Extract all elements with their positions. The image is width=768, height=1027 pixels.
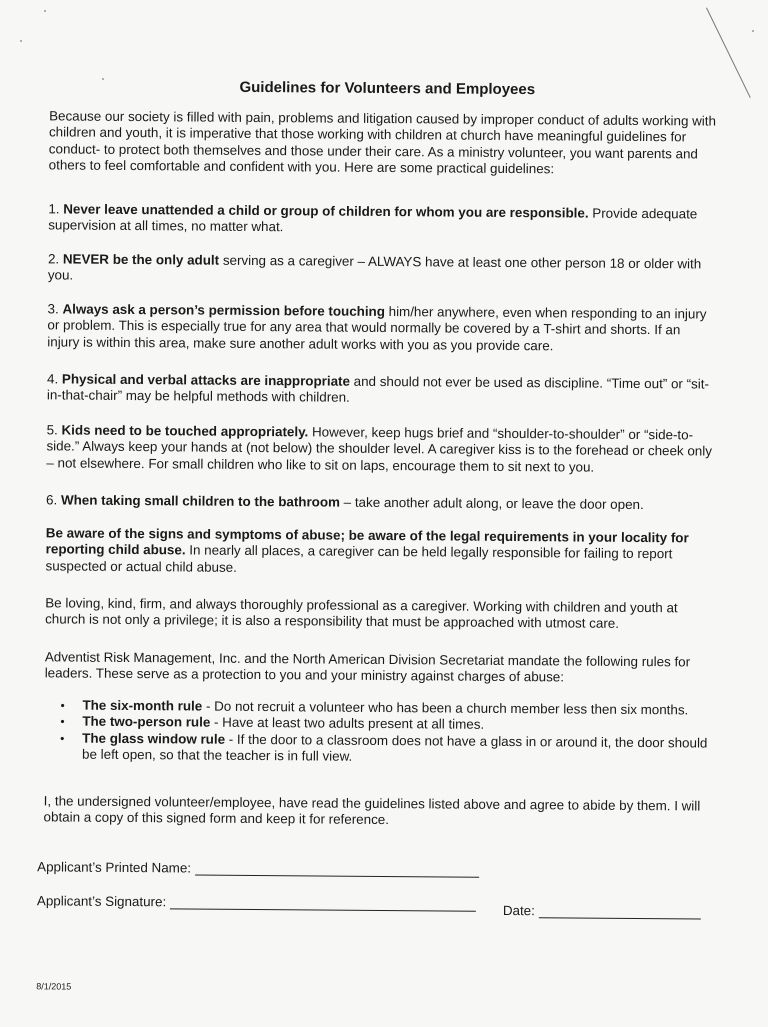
signature-row: [37, 893, 476, 911]
rule-number: 5.: [46, 422, 58, 438]
rule-text: serving as a caregiver – ALWAYS have at least one other person 18 or older with you.: [47, 252, 702, 283]
bullet-heading: The six-month rule: [82, 697, 203, 714]
date-label: Date:: [502, 902, 535, 919]
rule-3: [47, 301, 715, 355]
bullet-text: - Do not recruit a volunteer who has been a church member less then six months.: [202, 698, 689, 718]
bullet-icon: •: [60, 698, 65, 713]
scan-speck: [20, 40, 22, 42]
bullet-heading: The glass window rule: [82, 730, 226, 747]
intro-paragraph: Because our society is filled with pain, problems and litigation caused by improper conduct of adults working with children and youth, it is imperative that those working with children at church have meaningful guidelines for conduct- to protect both themselves and those under their care. As a ministry volunteer, you want parents and others to feel comfortable and confident with you. Here are some practical guidelines:: [48, 108, 717, 177]
signature-line[interactable]: [170, 894, 476, 911]
bullet-icon: •: [60, 714, 65, 729]
agreement-paragraph: I, the undersigned volunteer/employee, have read the guidelines listed above and agree to abide by them. I will obtain a copy of this signed form and keep it for reference.: [43, 793, 701, 828]
rule-5: [46, 422, 714, 476]
rule-heading: Kids need to be touched appropriately.: [61, 422, 309, 440]
rule-6: [46, 492, 714, 514]
abuse-heading: Be aware of the signs and symptoms of abuse; be aware of the legal requirements in your locality for reporting child abuse.: [45, 525, 689, 558]
mandate-paragraph: Adventist Risk Management, Inc. and the North American Division Secretariat mandate the following rules for leaders. These serve as a protection to you and your ministry against charges of abuse:: [44, 649, 691, 685]
printed-name-label: Applicant’s Printed Name:: [37, 859, 192, 876]
date-row: [503, 903, 701, 920]
rule-heading: When taking small children to the bathroom: [60, 492, 341, 510]
abuse-paragraph: [45, 525, 713, 579]
rule-1: [48, 201, 716, 239]
printed-name-row: [37, 859, 479, 877]
abuse-text: In nearly all places, a caregiver can be held legally responsible for failing to report suspected or actual child abuse.: [45, 542, 673, 575]
rule-text: Provide adequate supervision at all times, no matter what.: [48, 205, 698, 235]
scan-speck: [102, 78, 104, 80]
date-line[interactable]: [539, 903, 701, 919]
bullet-icon: •: [60, 731, 65, 746]
printed-name-line[interactable]: [195, 861, 479, 878]
rule-text: him/her anywhere, even when responding to an injury or problem. This is especially true for any area that would normally be covered by a T-shirt and shorts. If an injury is within this area, make sure another adult works with you as you provide care.: [47, 304, 707, 354]
rule-heading: Physical and verbal attacks are inappropriate: [61, 371, 351, 389]
bullet-text: - If the door to a classroom does not have a glass in or around it, the door should be left open, so that the teacher is in full view.: [82, 731, 708, 764]
rule-text: – take another adult along, or leave the door open.: [339, 494, 644, 513]
loving-paragraph: Be loving, kind, firm, and always thoroughly professional as a caregiver. Working with children and youth at church is not only a privilege; it is also a responsibility that must be approached with utmost care.: [45, 595, 678, 632]
rule-number: 4.: [46, 371, 59, 387]
rule-number: 2.: [47, 251, 60, 267]
list-item: [60, 730, 710, 768]
footer-date: 8/1/2015: [36, 981, 72, 992]
rule-text: However, keep hugs brief and “shoulder-to-shoulder” or “side-to-side.” Always keep your hands at (not below) the shoulder level. A caregiver kiss is to the forehead or cheek only – not elsewhere. For small children who like to sit on laps, encourage them to sit next to you.: [46, 424, 712, 475]
document-title: Guidelines for Volunteers and Employees: [239, 78, 536, 99]
scan-speck: [44, 10, 46, 12]
rule-text: and should not ever be used as discipline. “Time out” or “sit-in-that-chair” may be helpful methods with children.: [46, 373, 710, 406]
scan-speck: [752, 30, 754, 32]
bullet-text: - Have at least two adults present at all times.: [210, 715, 485, 733]
rule-4: [47, 371, 715, 409]
rule-number: 6.: [46, 492, 58, 508]
mandate-rules-list: [60, 697, 710, 768]
rule-number: 3.: [47, 301, 59, 317]
rule-heading: Always ask a person’s permission before touching: [62, 301, 386, 320]
signature-label: Applicant’s Signature:: [36, 893, 167, 910]
bullet-heading: The two-person rule: [82, 714, 211, 731]
rule-heading: NEVER be the only adult: [62, 251, 220, 268]
rule-2: [48, 251, 716, 289]
rule-number: 1.: [48, 201, 60, 217]
rule-heading: Never leave unattended a child or group of children for whom you are responsible.: [63, 201, 589, 221]
